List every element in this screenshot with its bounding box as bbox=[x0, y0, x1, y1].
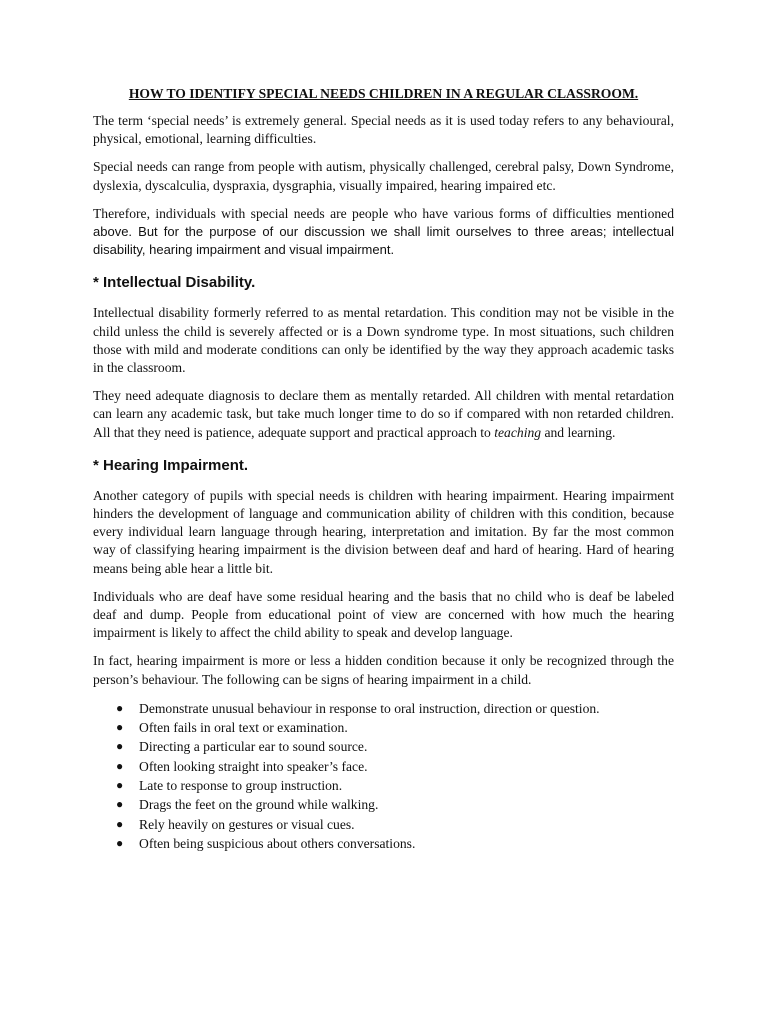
intellectual-paragraph-2-emphasis: teaching bbox=[494, 424, 542, 440]
hearing-paragraph-1: Another category of pupils with special needs is children with hearing impairment. Hearing impairment hinders the development of language and communication ability of children with this condition, because every individual learn language through hearing, interpretation and imitation. By far the most common way of classifying hearing impairment is the division between deaf and hard of hearing. Hard of hearing means being able hear a little bit. bbox=[93, 487, 674, 576]
list-item: ● Often being suspicious about others conversations. bbox=[93, 834, 674, 853]
bullet-icon: ● bbox=[116, 720, 124, 735]
list-item: ● Often fails in oral text or examination. bbox=[93, 718, 674, 737]
intellectual-paragraph-2-b: and learning. bbox=[541, 424, 616, 440]
hearing-paragraph-3: In fact, hearing impairment is more or less a hidden condition because it only be recognized through the person’s behaviour. The following can be signs of hearing impairment in a child. bbox=[93, 653, 674, 687]
intro-paragraph-3 bbox=[93, 205, 674, 260]
hearing-paragraph-2: Individuals who are deaf have some residual hearing and the basis that no child who is deaf be labeled deaf and dump. People from educational point of view are concerned with how much the hearing impairment is likely to affect the child ability to speak and develop language. bbox=[93, 588, 674, 641]
intro-paragraph-2: Special needs can range from people with autism, physically challenged, cerebral palsy, Down Syndrome, dyslexia, dyscalculia, dyspraxia, dysgraphia, visually impaired, hearing impaired etc. bbox=[93, 159, 674, 193]
bullet-icon: ● bbox=[116, 797, 124, 812]
list-item: ● Demonstrate unusual behaviour in response to oral instruction, direction or question. bbox=[93, 699, 674, 718]
intellectual-paragraph-1: Intellectual disability formerly referred to as mental retardation. This condition may not be visible in the child unless the child is severely affected or is a Down syndrome type. In most situations, such children those with mild and moderate conditions can only be identified by the way they approach academic tasks in the classroom. bbox=[93, 305, 674, 376]
document-title: HOW TO IDENTIFY SPECIAL NEEDS CHILDREN IN A REGULAR CLASSROOM. bbox=[128, 86, 639, 101]
section-heading-intellectual-disability: * Intellectual Disability. bbox=[93, 274, 256, 292]
bullet-icon: ● bbox=[116, 835, 124, 850]
bullet-icon: ● bbox=[116, 739, 124, 754]
hearing-signs-list bbox=[93, 699, 674, 853]
document-page bbox=[93, 86, 674, 853]
intro-paragraph-3-serif: Therefore, individuals with special needs are people who have various forms of difficulties mentioned bbox=[93, 205, 674, 221]
list-item: ● Late to response to group instruction. bbox=[93, 776, 674, 795]
section-heading-hearing-impairment: * Hearing Impairment. bbox=[93, 456, 249, 474]
bullet-icon: ● bbox=[116, 778, 124, 793]
bullet-icon: ● bbox=[116, 700, 124, 715]
bullet-icon: ● bbox=[116, 758, 124, 773]
bullet-icon: ● bbox=[116, 816, 124, 831]
list-item: ● Rely heavily on gestures or visual cues. bbox=[93, 815, 674, 834]
list-item: ● Drags the feet on the ground while walking. bbox=[93, 795, 674, 814]
list-item: ● Directing a particular ear to sound source. bbox=[93, 737, 674, 756]
list-item: ● Often looking straight into speaker’s face. bbox=[93, 757, 674, 776]
intellectual-paragraph-2 bbox=[93, 387, 674, 442]
intro-paragraph-3-sans: above. But for the purpose of our discussion we shall limit ourselves to three areas; intellectual disability, hearing impairment and visual impairment. bbox=[93, 224, 674, 258]
intellectual-paragraph-2-a: They need adequate diagnosis to declare them as mentally retarded. All children with mental retardation can learn any academic task, but take much longer time to do so if compared with non retarded children. All that they need is patience, adequate support and practical approach to bbox=[93, 388, 674, 440]
intro-paragraph-1: The term ‘special needs’ is extremely general. Special needs as it is used today refers to any behavioural, physical, emotional, learning difficulties. bbox=[93, 113, 674, 147]
